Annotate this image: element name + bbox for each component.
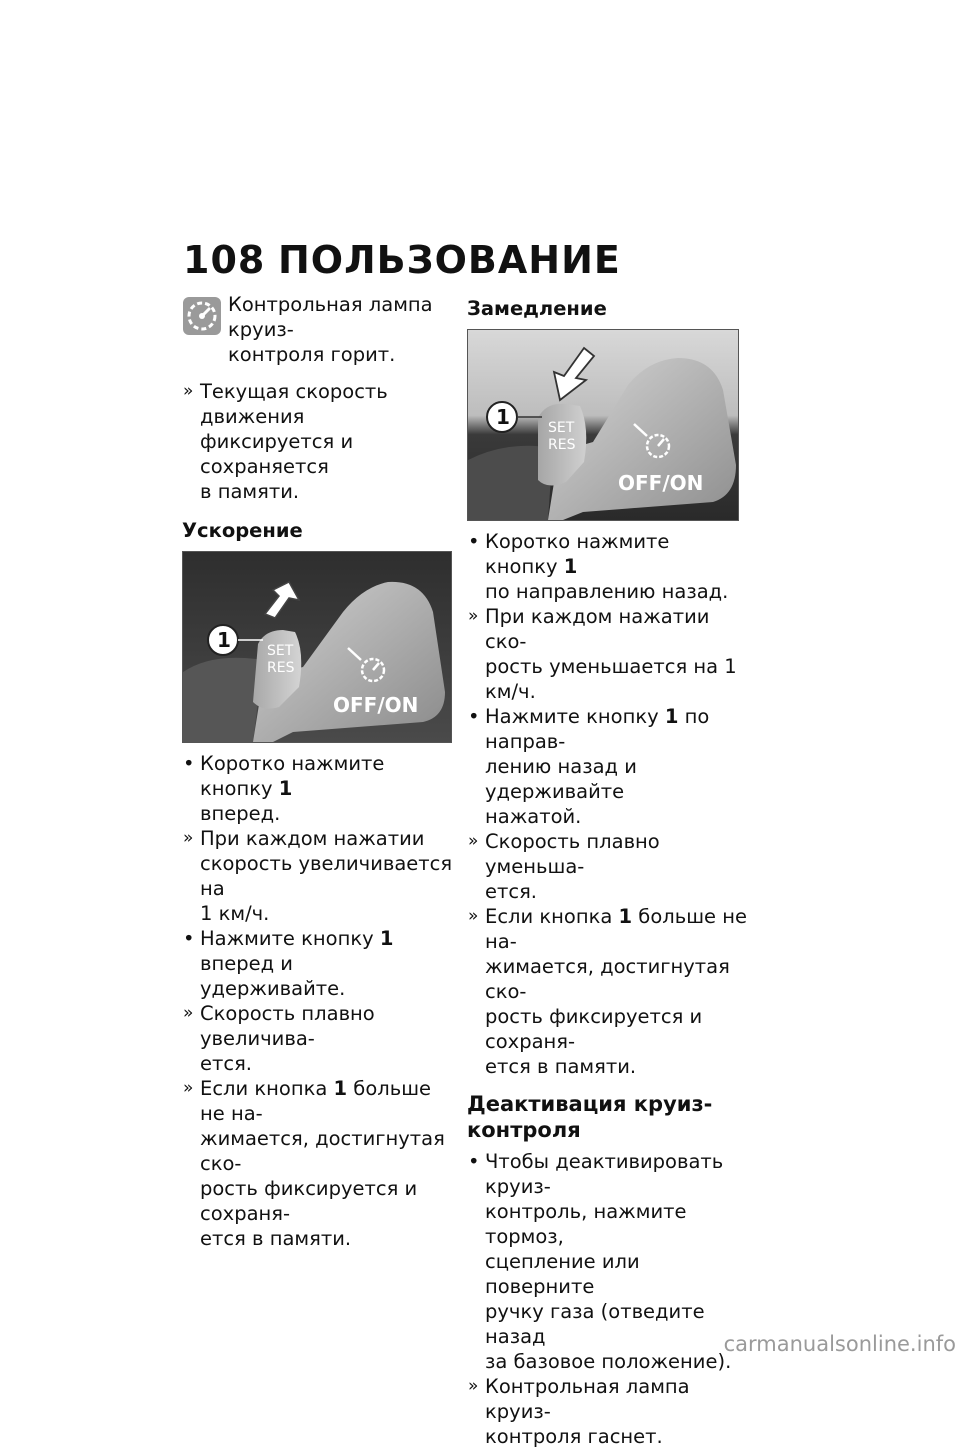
text-line: рость фиксируется и сохраня-	[485, 1005, 703, 1053]
text-line: Чтобы деактивировать круиз-	[485, 1150, 724, 1198]
text-line: скорость увеличивается на	[200, 852, 453, 900]
arrow-marker: »	[183, 381, 194, 401]
bullet-marker: •	[468, 1150, 480, 1173]
right-column	[467, 292, 747, 1449]
decel-heading: Замедление	[467, 297, 607, 320]
text-line: ручку газа (отведите назад	[485, 1300, 705, 1348]
button-label-set: SET	[548, 420, 575, 436]
text-line: контроль, нажмите тормоз,	[485, 1200, 687, 1248]
button-label-res: RES	[548, 437, 576, 453]
text-line: жимается, достигнутая ско-	[200, 1127, 445, 1175]
cruise-control-indicator-icon	[182, 296, 222, 336]
lamp-text-line: контроля горит.	[228, 343, 396, 366]
text-span: больше не на-	[200, 1077, 432, 1125]
switch-label-off-on: OFF/ON	[333, 693, 419, 717]
text-line: Текущая скорость движения	[200, 380, 388, 428]
button-label-res: RES	[267, 660, 295, 676]
result-item	[467, 1374, 747, 1449]
instruction-item	[182, 751, 457, 826]
deactivation-heading	[467, 1091, 747, 1143]
result-item	[467, 904, 747, 1079]
text-line: сцепление или поверните	[485, 1250, 640, 1298]
text-span: вперед и	[200, 952, 293, 975]
text-line: ется.	[485, 880, 538, 903]
text-line: лению назад и удерживайте	[485, 755, 637, 803]
text-line: Скорость плавно уменьша-	[485, 830, 660, 878]
button-reference: 1	[618, 905, 633, 928]
lamp-indicator-row	[182, 292, 457, 367]
button-label-set: SET	[267, 643, 294, 659]
button-reference: 1	[563, 555, 578, 578]
instruction-item	[467, 1149, 747, 1374]
left-column	[182, 292, 457, 1251]
text-line: Контрольная лампа круиз-	[485, 1375, 690, 1423]
text-line: ется в памяти.	[485, 1055, 637, 1078]
text-line: в памяти.	[200, 480, 300, 503]
button-reference: 1	[379, 927, 394, 950]
arrow-marker: »	[468, 906, 479, 926]
callout-number: 1	[217, 628, 231, 652]
acceleration-figure	[182, 551, 452, 743]
text-span: Коротко нажмите кнопку	[200, 752, 385, 800]
text-span: Если кнопка	[200, 1077, 334, 1100]
arrow-marker: »	[183, 828, 194, 848]
arrow-marker: »	[183, 1078, 194, 1098]
text-line: контроля гаснет.	[485, 1425, 663, 1448]
switch-label-off-on: OFF/ON	[618, 471, 704, 495]
heading-line: Деактивация круиз-	[467, 1092, 713, 1116]
text-line: жимается, достигнутая ско-	[485, 955, 730, 1003]
result-item	[182, 379, 457, 504]
text-line: Скорость плавно увеличива-	[200, 1002, 375, 1050]
bullet-marker: •	[183, 752, 195, 775]
result-item	[467, 829, 747, 904]
arrow-marker: »	[468, 831, 479, 851]
instruction-item	[467, 704, 747, 829]
text-span: Нажмите кнопку	[200, 927, 380, 950]
arrow-marker: »	[468, 1376, 479, 1396]
instruction-item	[467, 529, 747, 604]
accel-heading: Ускорение	[182, 519, 303, 542]
heading-line: контроля	[467, 1118, 581, 1142]
deceleration-figure	[467, 329, 739, 521]
section-title: ПОЛЬЗОВАНИЕ	[278, 238, 621, 282]
text-span: по направ-	[485, 705, 710, 753]
page-header	[183, 238, 621, 282]
result-item	[182, 1076, 457, 1251]
text-line: При каждом нажатии	[200, 827, 425, 850]
result-item	[467, 604, 747, 704]
text-span: больше не на-	[485, 905, 747, 953]
result-item	[182, 826, 457, 926]
watermark-link[interactable]: carmanualsonline.info	[723, 1332, 956, 1356]
arrow-marker: »	[468, 606, 479, 626]
text-line: рость фиксируется и сохраня-	[200, 1177, 418, 1225]
text-span: Нажмите кнопку	[485, 705, 665, 728]
text-span: Если кнопка	[485, 905, 619, 928]
text-line: рость уменьшается на 1 км/ч.	[485, 655, 737, 703]
arrow-marker: »	[183, 1003, 194, 1023]
bullet-marker: •	[468, 705, 480, 728]
button-reference: 1	[333, 1077, 348, 1100]
text-line: по направлению назад.	[485, 580, 729, 603]
button-reference: 1	[278, 777, 293, 800]
bullet-marker: •	[468, 530, 480, 553]
text-line: нажатой.	[485, 805, 582, 828]
button-reference: 1	[664, 705, 679, 728]
text-line: удерживайте.	[200, 977, 346, 1000]
text-line: ется.	[200, 1052, 253, 1075]
text-line: При каждом нажатии ско-	[485, 605, 710, 653]
text-line: 1 км/ч.	[200, 902, 270, 925]
text-line: фиксируется и сохраняется	[200, 430, 354, 478]
text-line: ется в памяти.	[200, 1227, 352, 1250]
bullet-marker: •	[183, 927, 195, 950]
instruction-item	[182, 926, 457, 1001]
text-line: вперед.	[200, 802, 281, 825]
text-span: Коротко нажмите кнопку	[485, 530, 670, 578]
text-line: за базовое положение).	[485, 1350, 732, 1373]
page-number: 108	[183, 238, 266, 282]
callout-number: 1	[496, 405, 510, 429]
result-item	[182, 1001, 457, 1076]
lamp-text-line: Контрольная лампа круиз-	[228, 293, 433, 341]
